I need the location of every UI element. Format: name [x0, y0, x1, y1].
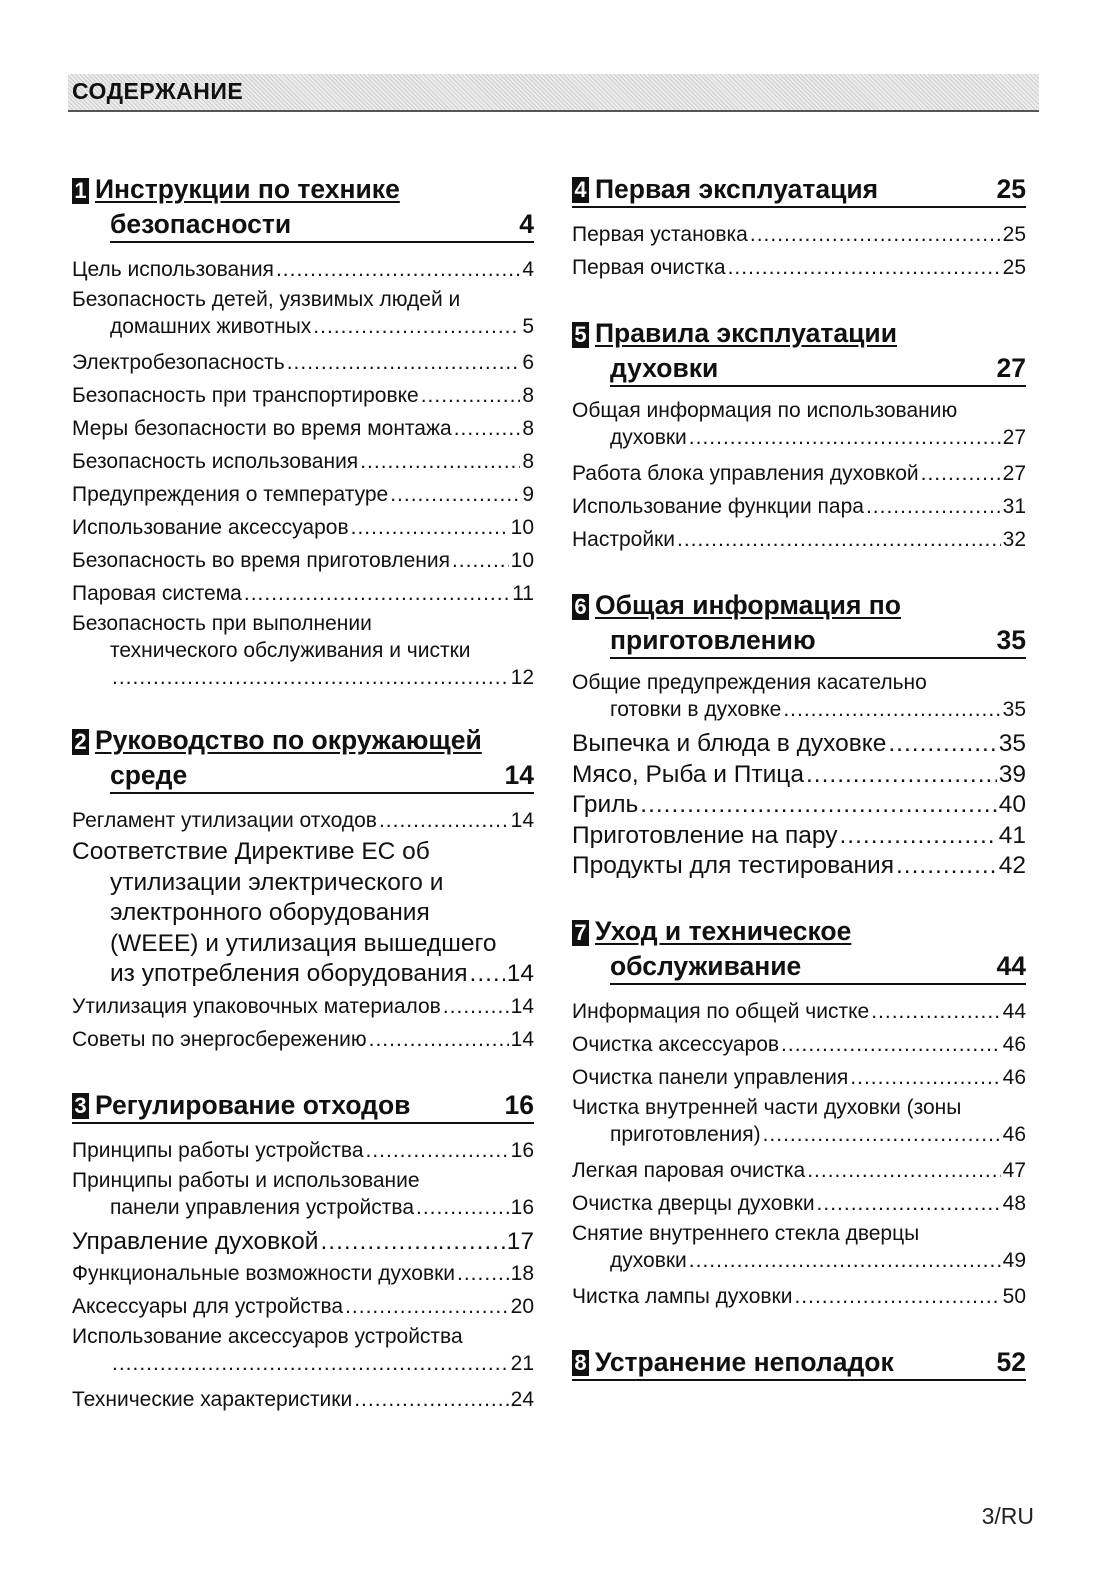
toc-entry[interactable] — [572, 1061, 1026, 1094]
dot-leader — [244, 577, 510, 610]
dot-leader — [366, 1134, 509, 1167]
toc-entry-row — [572, 995, 1026, 1028]
toc-entry-text: Управление духовкой — [72, 1227, 319, 1255]
toc-entry-row — [72, 478, 534, 511]
dot-leader — [360, 445, 520, 478]
dot-leader — [112, 664, 509, 691]
toc-entry[interactable] — [72, 253, 534, 286]
section-page-number: 4 — [519, 209, 534, 239]
toc-entry-page: 8 — [522, 450, 534, 473]
dot-leader — [839, 821, 996, 852]
toc-entry-text: готовки в духовке — [610, 698, 782, 721]
dot-leader — [781, 1028, 1001, 1061]
section-heading-line — [72, 723, 534, 758]
toc-entry-text: Мясо, Рыба и Птица — [572, 760, 804, 788]
toc-entry[interactable] — [72, 1134, 534, 1167]
toc-entry-page: 14 — [510, 1027, 534, 1051]
dot-leader — [750, 218, 1001, 251]
dot-leader — [457, 1257, 509, 1290]
toc-entry-row — [72, 511, 534, 544]
toc-entry[interactable] — [72, 1290, 534, 1323]
dot-leader — [351, 511, 509, 544]
toc-entry[interactable] — [72, 511, 534, 544]
dot-leader — [888, 729, 996, 760]
toc-entry-text: Очистка аксессуаров — [572, 1032, 780, 1056]
page-number: 3/RU — [981, 1503, 1034, 1529]
toc-entry-text: Паровая система — [72, 582, 242, 605]
dot-leader — [421, 379, 521, 412]
section-number-badge: 2 — [72, 729, 89, 755]
toc-entry-text: Снятие внутреннего стекла дверцы — [572, 1221, 920, 1245]
toc-entry[interactable] — [572, 1187, 1026, 1220]
toc-entry-row — [572, 1187, 1026, 1220]
toc-entry-text: Настройки — [572, 528, 675, 551]
toc-entry-row — [110, 664, 534, 691]
section-title-continued: духовки — [610, 353, 719, 383]
toc-entry-page: 9 — [522, 483, 534, 506]
section-page-number: 14 — [504, 760, 534, 790]
toc-entry-page: 18 — [510, 1262, 534, 1285]
toc-entry[interactable] — [572, 457, 1026, 490]
dot-leader — [806, 760, 997, 791]
toc-entry[interactable] — [572, 1028, 1026, 1061]
toc-entry-text: Продукты для тестирования — [572, 852, 894, 879]
dot-leader — [390, 478, 520, 511]
section-heading-line — [72, 172, 534, 207]
toc-entry-row — [572, 851, 1026, 882]
toc-entry[interactable] — [72, 412, 534, 445]
toc-entry-page: 46 — [1002, 1032, 1026, 1056]
dot-leader — [850, 1061, 1000, 1094]
toc-entry-row — [72, 253, 534, 286]
toc-entry-row — [72, 1257, 534, 1290]
section-title-continued: обслуживание — [610, 950, 802, 981]
toc-entry-text: утилизации электрического и — [110, 868, 444, 896]
dot-leader — [452, 544, 509, 577]
toc-entry-text: Выпечка и блюда в духовке — [572, 730, 887, 757]
toc-entry-text: Информация по общей чистке — [572, 999, 870, 1023]
section-number-badge: 8 — [572, 1350, 589, 1376]
section-heading-line — [110, 758, 534, 794]
toc-entry-row — [72, 577, 534, 610]
toc-entry-text: Первая установка — [572, 223, 748, 246]
toc-entry-page: 8 — [522, 384, 534, 407]
toc-entry-page: 10 — [510, 549, 534, 572]
toc-entry-text: Общие предупреждения касательно — [572, 671, 927, 694]
section-title-continued: приготовлению — [610, 625, 816, 655]
toc-entry-text: Аксессуары для устройства — [72, 1295, 344, 1318]
toc-entry[interactable] — [572, 790, 1026, 821]
toc-entry-text: духовки — [610, 1248, 687, 1272]
toc-entry-page: 8 — [522, 417, 534, 440]
toc-entry-text: Регламент утилизации отходов — [72, 809, 377, 832]
toc-entry-text: Принципы работы и использование — [72, 1168, 420, 1192]
toc-entry[interactable] — [72, 1023, 534, 1056]
toc-entry-text: (WEEE) и утилизация вышедшего — [110, 929, 497, 957]
section-heading[interactable] — [572, 914, 1026, 985]
toc-entry-row — [72, 990, 534, 1023]
toc-entry[interactable] — [572, 821, 1026, 852]
toc-entry[interactable] — [572, 1154, 1026, 1187]
toc-entry-row — [572, 523, 1026, 556]
dot-leader — [416, 1194, 509, 1221]
section-title: Первая эксплуатация — [595, 174, 879, 204]
dot-leader — [345, 1290, 509, 1323]
section-heading[interactable] — [572, 172, 1026, 208]
section-heading-line — [110, 207, 534, 243]
contents-header-bar — [68, 74, 1039, 112]
toc-entry[interactable] — [572, 251, 1026, 284]
dot-leader — [866, 490, 1001, 523]
section-heading-line — [572, 1345, 1026, 1381]
toc-entry-row — [572, 1061, 1026, 1094]
toc-entry-text: Принципы работы устройства — [72, 1138, 364, 1162]
toc-entry[interactable] — [572, 1280, 1026, 1313]
section-title-continued: среде — [110, 760, 188, 790]
dot-leader — [443, 990, 509, 1023]
toc-entry-text: Работа блока управления духовкой — [572, 462, 919, 485]
toc-entry-page: 11 — [512, 582, 534, 605]
toc-entry[interactable] — [72, 445, 534, 478]
toc-entry[interactable] — [72, 286, 534, 340]
toc-entry-row — [572, 1280, 1026, 1313]
section-heading-line — [72, 1088, 534, 1124]
toc-entry-text: Приготовление на пару — [572, 821, 838, 849]
toc-entry[interactable] — [572, 729, 1026, 760]
dot-leader — [112, 1350, 509, 1377]
section-title: Инструкции по технике — [95, 174, 400, 204]
section-number-badge: 6 — [572, 594, 589, 620]
toc-entry-page: 41 — [998, 821, 1026, 849]
section-page-number: 52 — [996, 1346, 1026, 1377]
toc-entry[interactable] — [72, 1257, 534, 1290]
toc-section-5 — [572, 316, 1026, 556]
section-heading[interactable] — [72, 723, 534, 794]
toc-entry-row — [110, 959, 534, 990]
toc-entry-text: Технические характеристики — [72, 1388, 353, 1411]
toc-entry-row — [72, 1023, 534, 1056]
toc-entry-page: 32 — [1002, 528, 1026, 551]
toc-entry[interactable] — [572, 1220, 1026, 1274]
toc-entry-row — [72, 804, 534, 837]
toc-entry-text: Легкая паровая очистка — [572, 1158, 806, 1182]
dot-leader — [921, 457, 1001, 490]
section-heading-line — [610, 949, 1026, 985]
toc-entry-page: 10 — [510, 516, 534, 539]
dot-leader — [807, 1154, 1000, 1187]
section-heading-line — [610, 623, 1026, 659]
toc-entry-row — [72, 379, 534, 412]
toc-entry-text: Утилизация упаковочных материалов — [72, 994, 441, 1018]
toc-entry-text: Цель использования — [72, 258, 274, 281]
toc-entry-page: 40 — [998, 791, 1026, 818]
toc-entry-page: 21 — [510, 1352, 534, 1375]
dot-leader — [677, 523, 1001, 556]
section-title: Руководство по окружающей — [95, 725, 482, 755]
toc-entry-text: технического обслуживания и чистки — [110, 639, 471, 662]
toc-entry-row — [72, 1290, 534, 1323]
toc-entry-row — [572, 729, 1026, 760]
toc-entry-text: Использование аксессуаров устройства — [72, 1325, 463, 1348]
section-number-badge: 4 — [572, 177, 589, 203]
dot-leader — [817, 1187, 1001, 1220]
toc-entry-page: 39 — [998, 760, 1026, 788]
toc-entry-text: Безопасность во время приготовления — [72, 549, 450, 572]
toc-entry-page: 14 — [506, 960, 534, 987]
toc-entry-page: 20 — [510, 1295, 534, 1318]
toc-entry[interactable] — [72, 990, 534, 1023]
toc-entry[interactable] — [572, 523, 1026, 556]
toc-entry-row — [72, 412, 534, 445]
toc-entry-page: 31 — [1002, 495, 1026, 518]
toc-entry-row — [572, 790, 1026, 821]
toc-entry-page: 14 — [510, 809, 534, 832]
toc-entry-text: Чистка внутренней части духовки (зоны — [572, 1095, 962, 1119]
dot-leader — [313, 313, 520, 340]
dot-leader — [689, 424, 1001, 451]
toc-entry[interactable] — [72, 1227, 534, 1258]
dot-leader — [896, 851, 997, 882]
toc-entry-row — [72, 445, 534, 478]
toc-left-column — [72, 172, 534, 1448]
section-heading[interactable] — [572, 1345, 1026, 1381]
section-number-badge: 7 — [572, 920, 589, 946]
toc-entry-row — [572, 251, 1026, 284]
toc-entry-text: Чистка лампы духовки — [572, 1284, 793, 1308]
toc-entry-page: 6 — [522, 351, 534, 374]
section-heading[interactable] — [572, 588, 1026, 659]
toc-entry[interactable] — [572, 760, 1026, 791]
toc-section-4 — [572, 172, 1026, 284]
toc-entry[interactable] — [572, 995, 1026, 1028]
section-page-number: 16 — [504, 1089, 534, 1120]
toc-entry-page: 27 — [1002, 462, 1026, 485]
toc-entry[interactable] — [72, 1323, 534, 1377]
toc-section-8 — [572, 1345, 1026, 1381]
toc-entry[interactable] — [72, 577, 534, 610]
dot-leader — [763, 1121, 1001, 1148]
dot-leader — [783, 696, 1000, 723]
toc-entry-text: Советы по энергосбережению — [72, 1027, 367, 1051]
section-title: Устранение неполадок — [595, 1346, 894, 1377]
section-heading[interactable] — [72, 1088, 534, 1124]
section-title: Общая информация по — [595, 590, 901, 620]
section-number-badge: 1 — [72, 178, 89, 204]
toc-entry-row — [572, 1154, 1026, 1187]
dot-leader — [871, 995, 1000, 1028]
toc-entry[interactable] — [72, 1383, 534, 1416]
toc-entry-page: 5 — [522, 315, 534, 338]
toc-entry-text: Использование функции пара — [572, 495, 864, 518]
toc-entry-row — [110, 313, 534, 340]
section-heading-line — [572, 588, 1026, 623]
section-page-number: 44 — [996, 950, 1026, 981]
dot-leader — [470, 959, 505, 990]
toc-entry-text: домашних животных — [110, 315, 312, 338]
dot-leader — [287, 346, 521, 379]
section-page-number: 25 — [996, 174, 1026, 204]
section-title: Уход и техническое — [595, 915, 852, 946]
toc-entry[interactable] — [72, 804, 534, 837]
toc-entry-page: 25 — [1002, 223, 1026, 246]
toc-entry[interactable] — [572, 490, 1026, 523]
toc-right-column — [572, 172, 1026, 1413]
section-page-number: 35 — [996, 625, 1026, 655]
toc-entry-text: электронного оборудования — [110, 899, 430, 926]
toc-entry-text: Соответствие Директиве ЕС об — [72, 838, 430, 865]
section-title-continued: безопасности — [110, 209, 292, 239]
section-number-badge: 5 — [572, 322, 589, 348]
toc-entry-text: панели управления устройства — [110, 1195, 415, 1219]
toc-entry-text: Электробезопасность — [72, 351, 285, 374]
toc-entry-page: 14 — [510, 994, 534, 1018]
toc-entry[interactable] — [72, 478, 534, 511]
toc-entry-text: Безопасность использования — [72, 450, 359, 473]
toc-entry[interactable] — [72, 610, 534, 691]
toc-entry-page: 16 — [510, 1138, 534, 1162]
toc-entry-row — [610, 1121, 1026, 1148]
toc-entry-row — [72, 1134, 534, 1167]
dot-leader — [354, 1383, 508, 1416]
toc-entry-row — [110, 1194, 534, 1221]
toc-entry-row — [610, 424, 1026, 451]
toc-entry[interactable] — [72, 379, 534, 412]
dot-leader — [728, 251, 1001, 284]
toc-entry-text: из употребления оборудования — [110, 960, 468, 987]
toc-entry[interactable] — [72, 346, 534, 379]
dot-leader — [689, 1247, 1001, 1274]
toc-entry[interactable] — [72, 1167, 534, 1221]
section-heading-line — [572, 914, 1026, 949]
toc-entry[interactable] — [572, 1094, 1026, 1148]
toc-entry-text: Меры безопасности во время монтажа — [72, 417, 452, 440]
section-heading[interactable] — [72, 172, 534, 243]
toc-entry-page: 42 — [998, 852, 1026, 879]
section-heading-line — [572, 172, 1026, 208]
dot-leader — [379, 804, 509, 837]
toc-entry-row — [72, 1227, 534, 1258]
toc-entry-page: 46 — [1002, 1122, 1026, 1146]
toc-entry-page: 49 — [1002, 1248, 1026, 1272]
toc-entry-page: 16 — [510, 1195, 534, 1219]
toc-entry-row — [572, 218, 1026, 251]
toc-section-7 — [572, 914, 1026, 1313]
toc-entry-text: Предупреждения о температуре — [72, 483, 389, 506]
toc-entry-page: 12 — [510, 666, 534, 689]
dot-leader — [454, 412, 521, 445]
dot-leader — [369, 1023, 509, 1056]
toc-entry-row — [72, 544, 534, 577]
toc-section-6 — [572, 588, 1026, 882]
toc-entry-page: 24 — [510, 1388, 534, 1411]
dot-leader — [794, 1280, 1000, 1313]
dot-leader — [276, 253, 520, 286]
toc-entry-page: 17 — [506, 1227, 534, 1255]
toc-entry-row — [110, 1350, 534, 1377]
toc-entry-row — [572, 1028, 1026, 1061]
toc-section-1 — [72, 172, 534, 691]
toc-entry-page: 47 — [1002, 1158, 1026, 1182]
toc-entry-text: Очистка дверцы духовки — [572, 1191, 815, 1215]
toc-entry[interactable] — [572, 851, 1026, 882]
toc-entry-page: 25 — [1002, 256, 1026, 279]
toc-entry-row — [610, 1247, 1026, 1274]
toc-entry-text: Безопасность при выполнении — [72, 612, 372, 635]
toc-section-3 — [72, 1088, 534, 1417]
toc-entry-row — [72, 346, 534, 379]
toc-entry-page: 35 — [1002, 698, 1026, 721]
dot-leader — [320, 1227, 504, 1258]
toc-entry-page: 48 — [1002, 1191, 1026, 1215]
toc-entry-row — [610, 696, 1026, 723]
toc-entry-page: 44 — [1002, 999, 1026, 1023]
toc-entry[interactable] — [572, 218, 1026, 251]
toc-entry-row — [72, 1383, 534, 1416]
toc-section-2 — [72, 723, 534, 1056]
contents-title: СОДЕРЖАНИЕ — [72, 78, 244, 104]
toc-entry-row — [572, 490, 1026, 523]
section-heading-line — [610, 351, 1026, 387]
toc-entry-row — [572, 821, 1026, 852]
toc-entry-page: 46 — [1002, 1065, 1026, 1089]
toc-entry-text: Функциональные возможности духовки — [72, 1262, 456, 1285]
toc-entry-text: Общая информация по использованию — [572, 399, 958, 422]
toc-entry-text: Безопасность детей, уязвимых людей и — [72, 288, 461, 311]
toc-entry-text: Использование аксессуаров — [72, 516, 349, 539]
toc-entry-text: приготовления) — [610, 1122, 761, 1146]
section-title: Регулирование отходов — [95, 1089, 411, 1120]
toc-entry-text: Безопасность при транспортировке — [72, 384, 419, 407]
section-heading[interactable] — [572, 316, 1026, 387]
section-title: Правила эксплуатации — [595, 318, 897, 348]
section-number-badge: 3 — [72, 1093, 89, 1119]
section-heading-line — [572, 316, 1026, 351]
toc-entry-row — [572, 760, 1026, 791]
toc-entry-page: 35 — [998, 730, 1026, 757]
toc-entry-text: духовки — [610, 426, 687, 449]
section-page-number: 27 — [996, 353, 1026, 383]
toc-entry-text: Гриль — [572, 791, 639, 818]
toc-entry-page: 50 — [1002, 1284, 1026, 1308]
toc-entry-text: Первая очистка — [572, 256, 726, 279]
dot-leader — [640, 790, 996, 821]
toc-entry[interactable] — [572, 669, 1026, 723]
toc-entry-page: 27 — [1002, 426, 1026, 449]
toc-entry[interactable] — [72, 544, 534, 577]
toc-entry-page: 4 — [522, 258, 534, 281]
toc-entry-row — [572, 457, 1026, 490]
toc-entry[interactable] — [72, 837, 534, 990]
toc-entry-text: Очистка панели управления — [572, 1065, 849, 1089]
toc-entry[interactable] — [572, 397, 1026, 451]
